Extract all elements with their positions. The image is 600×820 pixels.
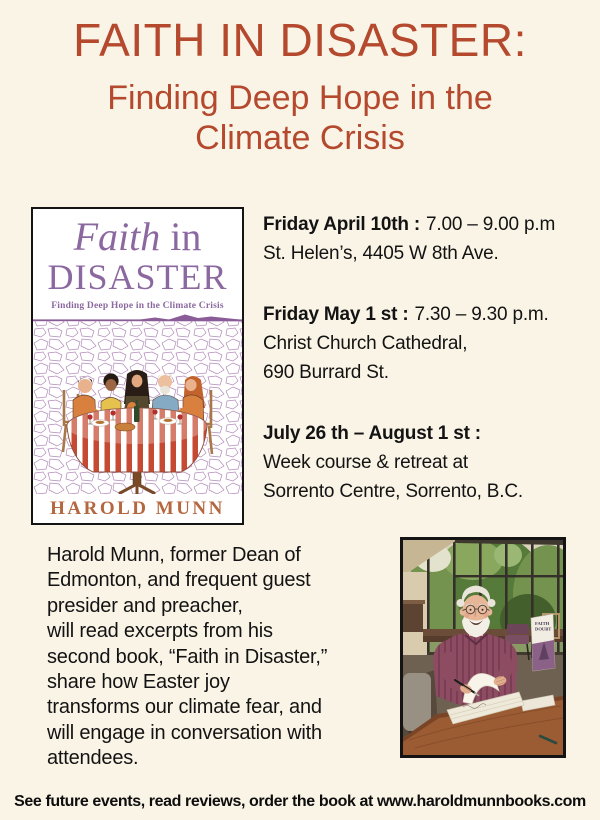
- book-cover-title-rest: in: [160, 214, 202, 259]
- author-photo: [400, 537, 566, 758]
- event-block-july: [263, 419, 598, 506]
- bio-line: transforms our climate fear, and: [47, 696, 322, 719]
- author-bio: [47, 543, 392, 772]
- bio-line: second book, “Faith in Disaster,”: [47, 645, 328, 668]
- event-date: Friday May 1 st :: [263, 304, 409, 325]
- event-heading: [263, 300, 598, 329]
- bio-line: share how Easter joy: [47, 671, 230, 694]
- standing-book-title-1: FAITH: [535, 621, 550, 626]
- poster-subtitle-line2: Climate Crisis: [195, 119, 405, 158]
- hills-silhouette: [129, 315, 242, 322]
- poster-title: FAITH IN DISASTER:: [73, 14, 527, 66]
- book-cover-title-italic: Faith: [73, 214, 161, 259]
- book-cover-title-caps: DISASTER: [47, 257, 228, 297]
- bio-line: Edmonton, and frequent guest: [47, 569, 311, 592]
- event-time: 7.30 – 9.30 p.m.: [414, 304, 549, 325]
- author-photo-illustration: [403, 540, 563, 755]
- book-cover-subtitle: Finding Deep Hope in the Climate Crisis: [51, 301, 224, 311]
- book-cover: [31, 207, 244, 525]
- poster-header: [0, 16, 600, 159]
- bio-line: will read excerpts from his: [47, 620, 273, 643]
- poster-subtitle-line1: Finding Deep Hope in the: [107, 79, 493, 118]
- event-block-may: [263, 300, 598, 387]
- book-cover-author: HAROLD MUNN: [50, 498, 225, 519]
- book-cover-title: [73, 214, 202, 259]
- bio-line: will engage in conversation with: [47, 721, 322, 744]
- standing-book-title-2: DOUBT: [535, 626, 552, 632]
- footer-tagline: See future events, read reviews, order the book at www.haroldmunnbooks.com: [14, 793, 586, 810]
- event-date: July 26 th – August 1 st :: [263, 423, 481, 444]
- bio-line: Harold Munn, former Dean of: [47, 544, 301, 566]
- event-heading: [263, 419, 598, 448]
- event-heading: [263, 210, 598, 239]
- event-block-april: [263, 210, 598, 268]
- event-time: 7.00 – 9.00 p.m: [426, 214, 556, 235]
- event-description: Week course & retreat at: [263, 452, 468, 473]
- event-venue: Christ Church Cathedral,: [263, 333, 468, 354]
- poster-subtitle: [0, 78, 600, 158]
- bio-line: presider and preacher,: [47, 594, 243, 617]
- cover-illustration: [33, 314, 242, 494]
- event-address: 690 Burrard St.: [263, 362, 389, 383]
- bio-line: attendees.: [47, 747, 139, 770]
- events-list: [263, 210, 598, 538]
- event-venue: Sorrento Centre, Sorrento, B.C.: [263, 481, 523, 502]
- standing-book: [531, 614, 555, 671]
- event-date: Friday April 10th :: [263, 214, 421, 235]
- event-venue: St. Helen’s, 4405 W 8th Ave.: [263, 243, 499, 264]
